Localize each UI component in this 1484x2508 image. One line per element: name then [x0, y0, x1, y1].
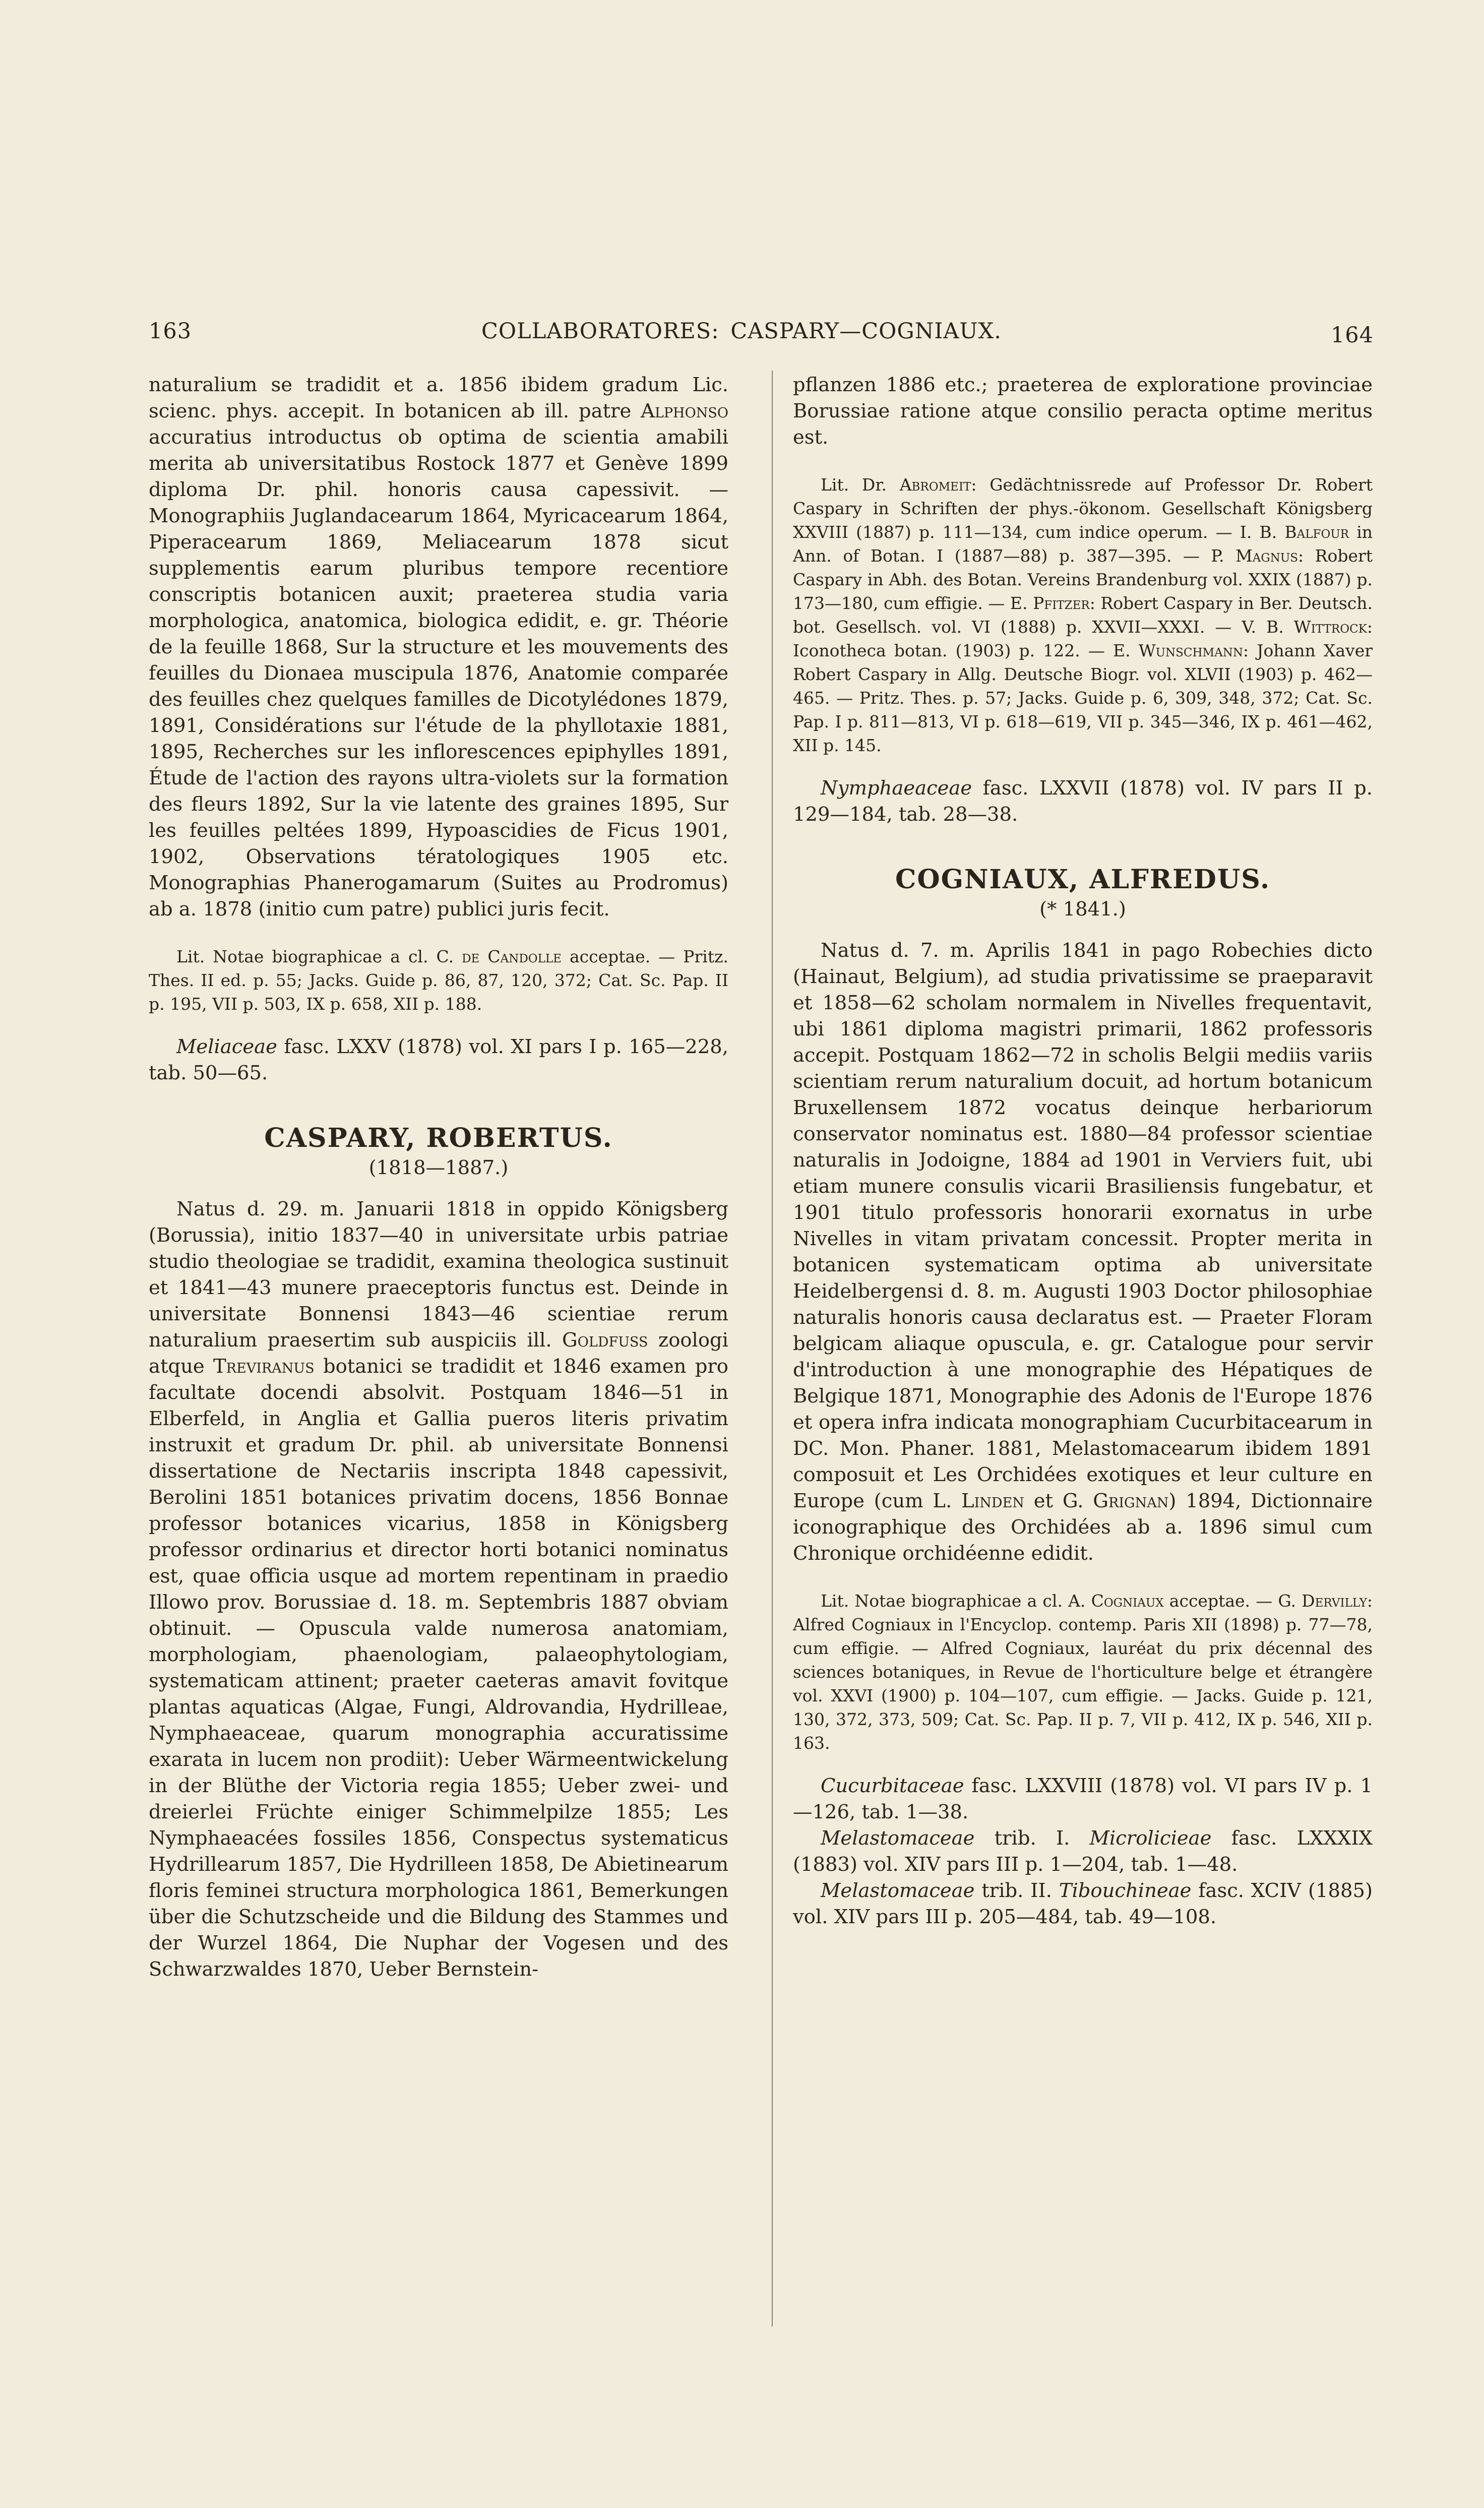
left-column	[149, 372, 728, 1983]
entry-continuation-paragraph: naturalium se tradidit et a. 1856 ibidem gradum Lic. scienc. phys. accepit. In botanicen ab ill. patre Alphonso accuratius introductus ob optima de scientia amabili merita ab universitatibus Rostock 1877 et Genève 1899 diploma Dr. phil. honoris causa capessivit. — Monographiis Juglandacearum 1864, Myricacearum 1864, Piperacearum 1869, Meliacearum 1878 sicut supplementis earum pluribus tempore recentiore conscriptis botanicen auxit; praeterea studia varia morphologica, anatomica, biologica edidit, e. gr. Théorie de la feuille 1868, Sur la structure et les mouvements des feuilles du Dionaea muscipula 1876, Anatomie comparée des feuilles chez quelques familles de Dicotylédones 1879, 1891, Considérations sur l'étude de la phyllotaxie 1881, 1895, Recherches sur les inflorescences epiphylles 1891, Étude de l'action des rayons ultra-violets sur la formation des fleurs 1892, Sur la vie latente des graines 1895, Sur les feuilles peltées 1899, Hypoascidies de Ficus 1901, 1902, Observations tératologiques 1905 etc. Monographias Phanerogamarum (Suites au Prodromus) ab a. 1878 (initio cum patre) publici juris fecit.	[149, 374, 728, 921]
column-divider	[772, 371, 773, 2327]
biography-continuation: pflanzen 1886 etc.; praeterea de exploratione provinciae Borussiae ratione atque consilio peracta optime meritus est.	[793, 374, 1373, 449]
bibliography-entry: Melastomaceae trib. I. Microlicieae fasc. LXXXIX (1883) vol. XIV pars III p. 1—204, tab. 1—48.	[793, 1827, 1373, 1876]
person-name: Treviranus	[213, 1355, 315, 1378]
person-name: Alphonso	[641, 400, 728, 422]
literature-note: Lit. Notae biographicae a cl. A. Cogniaux acceptae. — G. Dervilly: Alfred Cogniaux in l'Encyclop. contemp. Paris XII (1898) p. 77—78, cum effigie. — Alfred Cogniaux, lauréat du prix décennal des sciences botaniques, in Revue de l'horticulture belge et étrangère vol. XXVI (1900) p. 104—107, cum effigie. — Jacks. Guide p. 121, 130, 372, 373, 509; Cat. Sc. Pap. II p. 7, VII p. 412, IX p. 546, XII p. 163.	[793, 1591, 1373, 1753]
page-number-right: 164	[1330, 323, 1374, 348]
entry-dates-cogniaux: (* 1841.)	[1039, 898, 1126, 921]
page-title: COLLABORATORES: CASPARY—COGNIAUX.	[481, 319, 1002, 344]
bibliography-entry: Meliaceae fasc. LXXV (1878) vol. XI pars I p. 165—228, tab. 50—65.	[149, 1035, 728, 1084]
entry-heading-caspary: CASPARY, ROBERTUS.	[264, 1123, 613, 1153]
running-head	[149, 319, 1374, 354]
entry-heading-cogniaux: COGNIAUX, ALFREDUS.	[895, 864, 1271, 895]
person-name: Goldfuss	[562, 1329, 648, 1352]
literature-note: Lit. Dr. Abromeit: Gedächtnissrede auf Professor Dr. Robert Caspary in Schriften der phys.-ökonom. Gesellschaft Königsberg XXVIII (1887) p. 111—134, cum indice operum. — I. B. Balfour in Ann. of Botan. I (1887—88) p. 387—395. — P. Magnus: Robert Caspary in Abh. des Botan. Vereins Brandenburg vol. XXIX (1887) p. 173—180, cum effigie. — E. Pfitzer: Robert Caspary in Ber. Deutsch. bot. Gesellsch. vol. VI (1888) p. XXVII—XXXI. — V. B. Wittrock: Iconotheca botan. (1903) p. 122. — E. Wunschmann: Johann Xaver Robert Caspary in Allg. Deutsche Biogr. vol. XLVII (1903) p. 462—465. — Pritz. Thes. p. 57; Jacks. Guide p. 6, 309, 348, 372; Cat. Sc. Pap. I p. 811—813, VI p. 618—619, VII p. 345—346, IX p. 461—462, XII p. 145.	[793, 475, 1373, 755]
biography-paragraph: Natus d. 7. m. Aprilis 1841 in pago Robechies dicto (Hainaut, Belgium), ad studia privatissime se praeparavit et 1858—62 scholam normalem in Nivelles frequentavit, ubi 1861 diploma magistri primarii, 1862 professoris accepit. Postquam 1862—72 in scholis Belgii mediis variis scientiam rerum naturalium docuit, ad hortum botanicum Bruxellensem 1872 vocatus deinque herbariorum conservator nominatus est. 1880—84 professor scientiae naturalis in Jodoigne, 1884 ad 1901 in Verviers fuit, ubi etiam munere consulis vicarii Brasiliensis fungebatur, et 1901 titulo professoris honorarii exornatus in urbe Nivelles in vitam privatam concessit. Propter merita in botanicen systematicam optima ab universitate Heidelbergensi d. 8. m. Augusti 1903 Doctor philosophiae naturalis honoris causa declaratus est. — Praeter Floram belgicam aliaque opuscula, e. gr. Catalogue pour servir d'introduction à une monographie des Hépatiques de Belgique 1871, Monographie des Adonis de l'Europe 1876 et opera infra indicata monographiam Cucurbitacearum in DC. Mon. Phaner. 1881, Melastomacearum ibidem 1891 composuit et Les Orchidées exotiques et leur culture en Europe (cum L. Linden et G. Grignan) 1894, Dictionnaire iconographique des Orchidées ab a. 1896 simul cum Chronique orchidéenne edidit.	[793, 939, 1373, 1565]
bibliography-entry: Nymphaeaceae fasc. LXXVII (1878) vol. IV pars II p. 129—184, tab. 28—38.	[793, 777, 1373, 826]
right-column	[793, 372, 1373, 1930]
literature-note: Lit. Notae biographicae a cl. C. de Candolle acceptae. — Pritz. Thes. II ed. p. 55; Jacks. Guide p. 86, 87, 120, 372; Cat. Sc. Pap. II p. 195, VII p. 503, IX p. 658, XII p. 188.	[149, 947, 728, 1014]
page-number-left: 163	[149, 319, 192, 344]
entry-dates-caspary: (1818—1887.)	[368, 1156, 509, 1179]
bibliography-entry: Melastomaceae trib. II. Tibouchineae fasc. XCIV (1885) vol. XIV pars III p. 205—484, tab. 49—108.	[793, 1879, 1373, 1928]
bibliography-entry: Cucurbitaceae fasc. LXXVIII (1878) vol. VI pars IV p. 1—126, tab. 1—38.	[793, 1775, 1373, 1823]
biography-paragraph: Natus d. 29. m. Januarii 1818 in oppido Königsberg (Borussia), initio 1837—40 in universitate urbis patriae studio theologiae se tradidit, examina theologica sustinuit et 1841—43 munere praeceptoris functus est. Deinde in universitate Bonnensi 1843—46 scientiae rerum naturalium praesertim sub auspiciis ill. Goldfuss zoologi atque Treviranus botanici se tradidit et 1846 examen pro facultate docendi absolvit. Postquam 1846—51 in Elberfeld, in Anglia et Gallia pueros literis privatim instruxit et gradum Dr. phil. ab universitate Bonnensi dissertatione de Nectariis inscripta 1848 capessivit, Berolini 1851 botanices privatim docens, 1856 Bonnae professor botanices vicarius, 1858 in Königsberg professor ordinarius et director horti botanici nominatus est, quae officia usque ad mortem repentinam in praedio Illowo prov. Borussiae d. 18. m. Septembris 1887 obviam obtinuit. — Opuscula valde numerosa anatomiam, morphologiam, phaenologiam, palaeophytologiam, systematicam attinent; praeter caeteras amavit fovitque plantas aquaticas (Algae, Fungi, Aldrovandia, Hydrilleae, Nymphaeaceae, quarum monographia accuratissime exarata in lucem non prodiit): Ueber Wärmeentwickelung in der Blüthe der Victoria regia 1855; Ueber zwei- und dreierlei Früchte einiger Schimmelpilze 1855; Les Nymphaeacées fossiles 1856, Conspectus systematicus Hydrillearum 1857, Die Hydrilleen 1858, De Abietinearum floris feminei structura morphologica 1861, Bemerkungen über die Schutzscheide und die Bildung des Stammes und der Wurzel 1864, Die Nuphar der Vogesen und des Schwarzwaldes 1870, Ueber Bernstein-	[149, 1198, 728, 1981]
person-name: de Candolle	[462, 947, 562, 966]
